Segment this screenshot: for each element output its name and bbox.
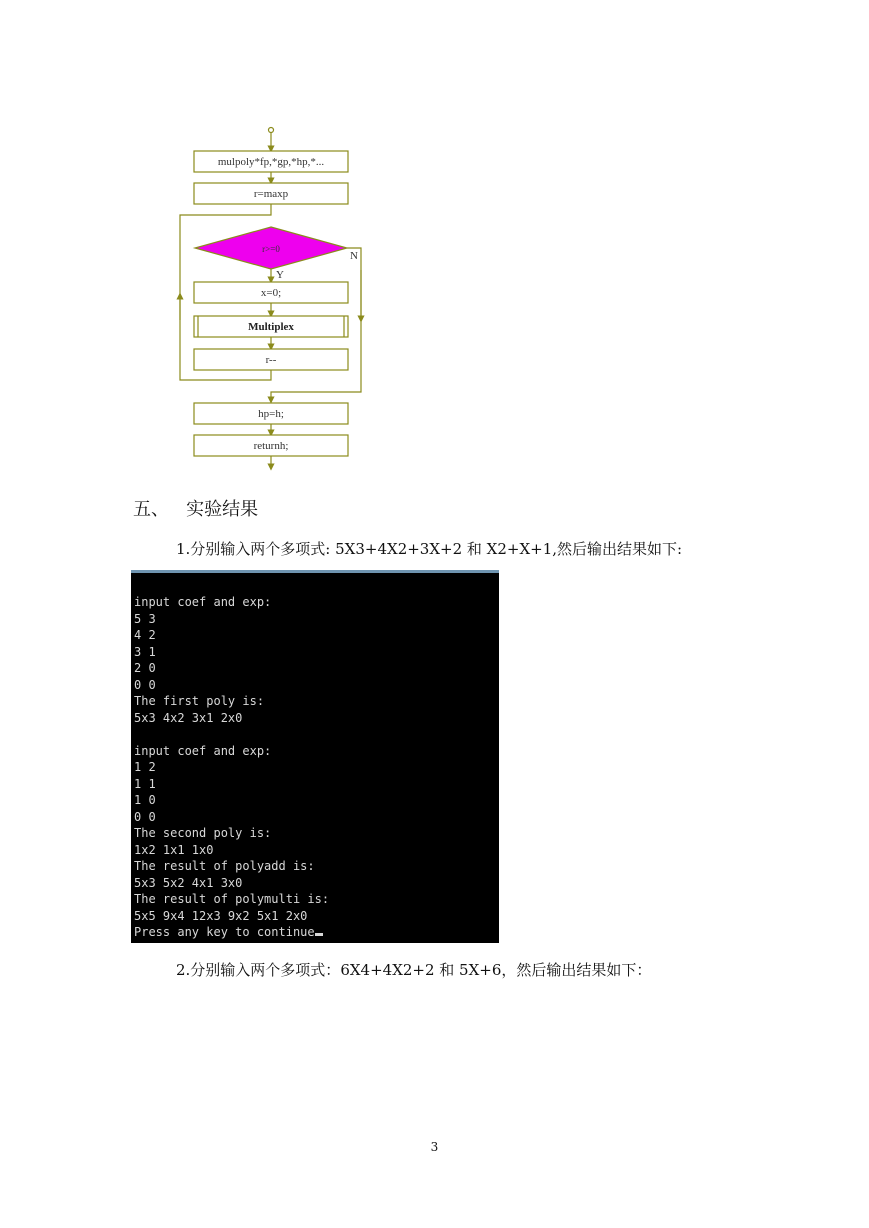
flow-box-declare-label: mulpoly*fp,*gp,*hp,*... <box>217 156 325 168</box>
console-line: 0 0 <box>134 677 156 692</box>
console-line: 4 2 <box>134 628 156 642</box>
flow-no-label: N <box>350 250 358 262</box>
section-number: 五、 <box>133 499 169 520</box>
console-line: 2 0 <box>134 661 156 675</box>
paragraph-1: 1.分别输入两个多项式: 5X3+4X2+3X+2 和 X2+X+1,然后输出结果如下: <box>176 540 683 558</box>
flow-box-x-label: x=0; <box>260 287 282 299</box>
paragraph-2: 2.分别输入两个多项式：6X4+4X2+2 和 5X+6，然后输出结果如下： <box>176 961 652 979</box>
flow-box-multiplex-label: Multiplex <box>248 321 294 333</box>
console-line: The result of polyadd is: <box>134 859 315 873</box>
console-cursor <box>315 933 323 936</box>
console-line: 5x3 4x2 3x1 2x0 <box>134 710 243 725</box>
flow-box-assign-label: hp=h; <box>258 408 284 420</box>
console-line: 1x2 1x1 1x0 <box>134 842 214 857</box>
console-line: The result of polymulti is: <box>134 892 330 906</box>
console-line: 1 0 <box>134 793 156 807</box>
console-line: input coef and exp: <box>134 743 272 758</box>
console-screenshot <box>131 570 499 943</box>
flow-box-init-label: r=maxp <box>253 188 289 200</box>
flow-box-decrement-label: r-- <box>265 354 277 366</box>
console-line: The first poly is: <box>134 694 265 708</box>
console-line: 5x3 5x2 4x1 3x0 <box>134 875 243 890</box>
start-node <box>269 128 274 133</box>
console-line <box>134 726 329 743</box>
console-line: 1 2 <box>134 760 156 774</box>
console-line: Press any key to continue <box>134 924 329 941</box>
page-number: 3 <box>430 1140 439 1154</box>
flow-yes-label: Y <box>276 269 284 281</box>
flow-box-return-label: returnh; <box>253 440 289 452</box>
console-line: 1 1 <box>134 776 156 791</box>
flow-decision-label: r>=0 <box>262 244 280 254</box>
console-line: 5x5 9x4 12x3 9x2 5x1 2x0 <box>134 908 308 923</box>
console-line: 0 0 <box>134 809 156 824</box>
console-line: 3 1 <box>134 644 156 659</box>
console-line: The second poly is: <box>134 826 272 840</box>
flowchart <box>170 120 380 480</box>
section-heading <box>133 495 258 521</box>
section-title: 实验结果 <box>186 499 259 520</box>
console-output <box>134 594 329 941</box>
console-line: 5 3 <box>134 611 156 626</box>
console-line: input coef and exp: <box>134 595 272 609</box>
